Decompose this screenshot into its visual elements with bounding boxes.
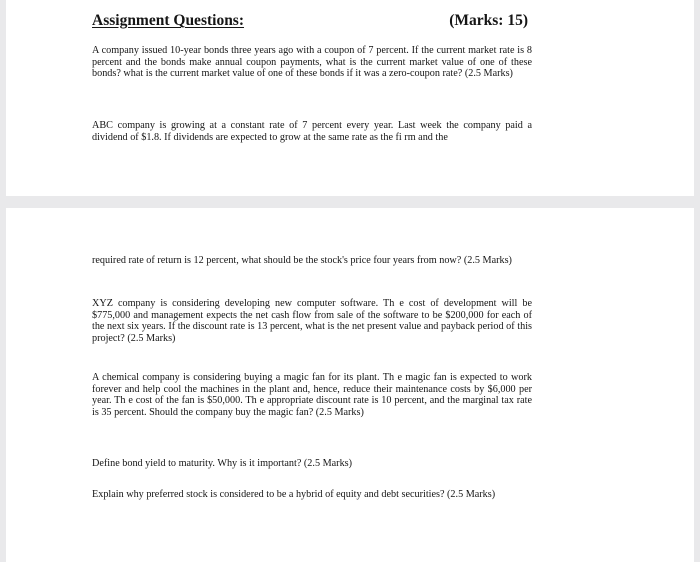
question-preferred-stock: Explain why preferred stock is considered to be a hybrid of equity and debt securities? (2.5 Marks) xyxy=(92,489,496,500)
assignment-header xyxy=(92,12,532,32)
question-dividend-growth-part-1: ABC company is growing at a constant rate of 7 percent every year. Last week the company paid a dividend of $1.8. If dividends are expected to grow at the same rate as the fi rm and the xyxy=(92,120,532,143)
document-page-2 xyxy=(6,208,694,562)
question-dividend-growth-part-2: required rate of return is 12 percent, what should be the stock's price four years from now? (2.5 Marks) xyxy=(92,255,512,266)
question-yield-to-maturity: Define bond yield to maturity. Why is it important? (2.5 Marks) xyxy=(92,458,353,469)
total-marks: (Marks: 15) xyxy=(449,12,528,29)
document-page-1 xyxy=(6,0,694,196)
question-software-npv: XYZ company is considering developing new computer software. Th e cost of development will be $775,000 and management expects the net cash flow from sale of the software to be $200,000 for each of the next six years. If the discount rate is 13 percent, what is the net present value and payback period of this project? (2.5 Marks) xyxy=(92,298,532,344)
question-magic-fan: A chemical company is considering buying a magic fan for its plant. Th e magic fan is expected to work forever and help cool the machines in the plant and, hence, reduce their maintenance costs by $6,000 per year. Th e cost of the fan is $50,000. Th e appropriate discount rate is 10 percent, and the marginal tax rate is 35 percent. Should the company buy the magic fan? (2.5 Marks) xyxy=(92,372,532,418)
assignment-heading: Assignment Questions: xyxy=(92,12,245,29)
question-bond-valuation: A company issued 10-year bonds three years ago with a coupon of 7 percent. If the current market rate is 8 percent and the bonds make annual coupon payments, what is the current market value of one of these bonds? what is the current market value of one of these bonds if it was a zero-coupon rate? (2.5 Marks) xyxy=(92,45,532,80)
